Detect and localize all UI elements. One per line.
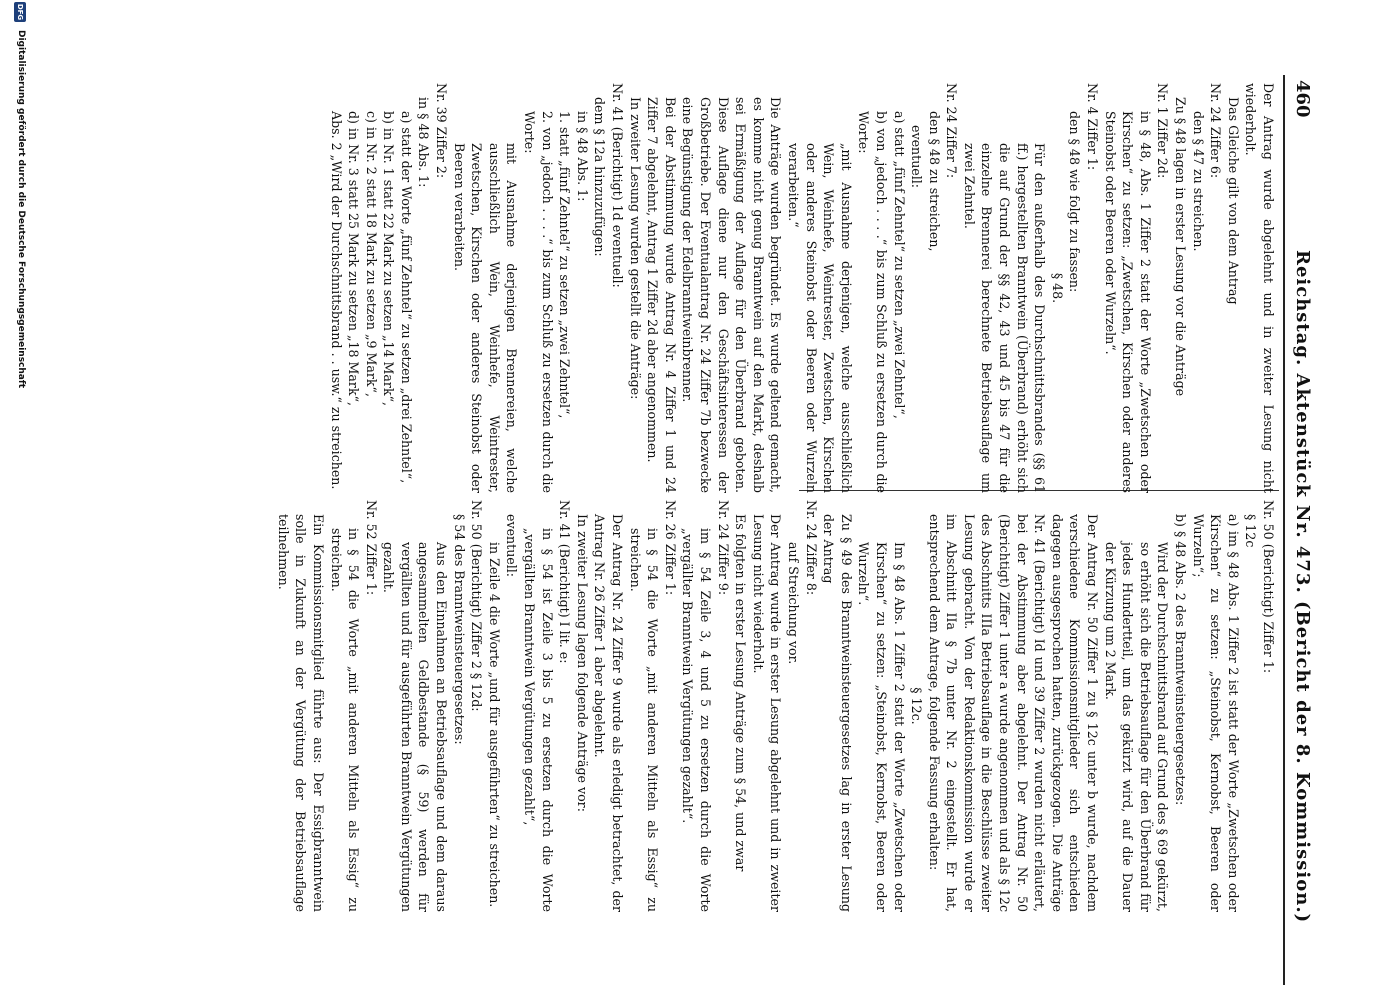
page-header [1287,80,1313,980]
page-title: Reichstag. Aktenstück Nr. 473. (Bericht der 8. Kommission.) [1292,250,1313,924]
paragraph: mit Ausnahme derjenigen Brennereien, welche ausschließlich Wein, Weinhefe, Weintrester, Zwetschen, Kirschen oder anderes Steinobst oder Beeren verarbeiten. [451,143,520,493]
header-rule [1283,75,1285,985]
footer [6,0,28,1000]
paragraph: eventuell: [909,125,925,189]
paragraph: den § 47 zu streichen. [1190,111,1206,252]
paragraph: Der Antrag wurde in erster Lesung abgelehnt und in zweiter Lesung nicht wiederholt. [750,514,784,912]
paragraph: Nr. 41 (Berichtigt) I lit. e: [557,500,573,664]
paragraph: Nr. 39 Ziffer 2: [434,83,450,179]
paragraph: Es folgten in erster Lesung Anträge zum § 54, und zwar [733,514,749,872]
paragraph: § 54 des Branntweinsteuergesetzes: [451,514,467,745]
paragraph: eventuell: [504,514,520,578]
paragraph: Im § 48 Abs. 1 Ziffer 2 statt der Worte „Zwetschen oder Kirschen“ zu setzen: „Steinobst, Kernobst, Beeren oder Wurzeln“. [856,542,907,912]
paragraph: dem § 12a hinzuzufügen: [592,97,608,257]
paragraph: Nr. 1 Ziffer 2d: [1155,83,1171,179]
paragraph: Nr. 41 (Berichtigt) 1d eventuell: [610,83,626,288]
paragraph: Das Gleiche gilt von dem Antrag [1225,97,1241,305]
paragraph: a) im § 48 Abs. 1 Ziffer 2 ist statt der Worte „Zwetschen oder Kirschen“ zu setzen: „Steinobst, Kernobst, Beeren oder Wurzeln“; [1190,514,1241,912]
paragraph: b) in Nr. 1 statt 22 Mark zu setzen „14 Mark“, [381,111,397,407]
paragraph: Abs. 2 „Wird der Durchschnittsbrand . . usw.“ zu streichen. [328,111,344,490]
paragraph: auf Streichung vor. [785,542,801,665]
paragraph: in § 48, Abs. 1 Ziffer 2 statt der Worte „Zwetschen oder Kirschen“ zu setzen: „Zwetschen, Kirschen oder anderes Steinobst oder Beeren oder Wurzeln“. [1102,111,1153,493]
paragraph: in § 54 ist Zeile 3 bis 5 zu ersetzen durch die Worte „vergällten Branntwein Vergütungen gezahlt“, [522,528,555,912]
paragraph: „mit Ausnahme derjenigen, welche ausschließlich Wein, Weinhefe, Weintrester, Zwetschen, Kirschen oder anderes Steinobst oder Beeren oder Wurzeln verarbeiten.“ [785,143,854,493]
paragraph: Für den außerhalb des Durchschnittsbrandes (§§ 61 ff.) hergestellten Branntwein (Überbrand) erhöht sich die auf Grund der §§ 42, 43 und 45 bis 47 für die einzelne Brennerei berechnete Betriebsauflage um zwei Zehntel. [961,143,1048,493]
paragraph: c) in Nr. 2 statt 18 Mark zu setzen „9 Mark“, [363,111,379,397]
paragraph: In zweiter Lesung lagen folgende Anträge vor: [574,514,590,812]
paragraph: Nr. 4 Ziffer 1: [1085,83,1101,171]
paragraph: in § 54 die Worte „mit anderen Mitteln als Essig“ zu streichen. [328,528,362,912]
paragraph: Nr. 24 Ziffer 7: [944,83,960,179]
right-column [97,500,1277,912]
paragraph: a) statt „fünf Zehntel“ zu setzen „zwei Zehntel“, [891,111,907,419]
paragraph: in Zeile 4 die Worte „und für ausgeführten“ zu streichen. [486,542,502,908]
paragraph: Aus den Einnahmen an Betriebsauflage und dem daraus angesammelten Geldbestande (§ 59) werden für vergällten und für ausgeführten Branntwein Vergütungen gezahlt. [381,542,450,912]
paragraph: Der Antrag Nr. 50 Ziffer 1 zu § 12c unter b wurde, nachdem verschiedene Kommissionsmitglieder sich entschieden dagegen ausgesprochen hatten, zurückgezogen. Die Anträge Nr. 41 (Berichtigt) Id und 39 Ziffer 2 wurden nicht erläutert, bei der Abstimmung aber abgelehnt. Der Antrag Nr. 50 (Berichtigt) Ziffer 1 unter a wurde angenommen und als § 12c des Abschnitts IIIa Betriebsauflage in die Beschlüsse zweiter Lesung gebracht. Von der Redaktionskommission wurde er im Abschnitt IIa § 7b unter Nr. 2 eingestellt. Er hat, entsprechend dem Antrage, folgende Fassung erhalten: [926,514,1101,912]
paragraph: Wird der Durchschnittsbrand auf Grund des § 69 gekürzt, so erhöht sich die Betriebsauflage für den Überbrand für jedes Hundertteil, um das gekürzt wird, auf die Dauer der Kürzung um 2 Mark. [1102,542,1171,912]
paragraph: im § 54 Zeile 3, 4 und 5 zu ersetzen durch die Worte „vergällter Branntwein Vergütungen gezahlt“. [680,528,713,912]
left-column [97,83,1277,493]
paragraph: § 12c. [909,687,925,725]
paragraph: Ein Kommissionsmitglied führte aus: Der Essigbranntwein solle in Zukunft an der Vergütung der Betriebsauflage teilnehmen. [275,514,326,912]
paragraph: § 48. [1049,272,1065,304]
paragraph: Nr. 24 Ziffer 9: [715,500,731,596]
paragraph: in § 54 die Worte „mit anderen Mitteln als Essig“ zu streichen. [627,528,661,912]
paragraph: Nr. 24 Ziffer 6: [1208,83,1224,179]
paragraph: 1. statt „fünf Zehntel“ zu setzen „zwei Zehntel“, [557,111,573,419]
paragraph: Der Antrag Nr. 24 Ziffer 9 wurde als erledigt betrachtet, der Antrag Nr. 26 Ziffer 1 aber abgelehnt. [592,514,626,912]
paragraph: den § 48 wie folgt zu fassen: [1067,111,1083,293]
paragraph: Die Anträge wurden begründet. Es wurde geltend gemacht, es komme nicht genug Branntwein auf den Markt, deshalb sei Ermäßigung der Auflage für den Überbrand geboten. Diese Auflage diene nur den Geschäftsinteressen der Großbetriebe. Der Eventualantrag Nr. 24 Ziffer 7b bezwecke eine Begünstigung der Edelbranntweinbrenner. [680,97,784,493]
paragraph: Bei der Abstimmung wurde Antrag Nr. 4 Ziffer 1 und 24 Ziffer 7 abgelehnt, Antrag 1 Ziffer 2d aber angenommen. [645,97,678,493]
paragraph: Nr. 50 (Berichtigt) Ziffer 2 § 12d: [469,500,485,712]
paragraph: den § 48 zu streichen, [926,111,942,252]
paragraph: Nr. 50 (Berichtigt) Ziffer 1: [1261,500,1276,674]
page-number: 460 [1292,80,1313,118]
paragraph: b) von „jedoch . . . .“ bis zum Schluß zu ersetzen durch die Worte: [856,111,889,493]
paragraph: Nr. 24 Ziffer 8: [803,500,819,596]
paragraph: Der Antrag wurde abgelehnt und in zweiter Lesung nicht wiederholt. [1243,83,1276,493]
paragraph: in § 48 Abs. 1: [416,97,432,188]
paragraph: a) statt der Worte „fünf Zehntel“ zu setzen „drei Zehntel“, [398,111,414,484]
paragraph: Nr. 26 Ziffer 1: [662,500,678,596]
paragraph: In zweiter Lesung wurden gestellt die Anträge: [627,97,643,400]
paragraph: Nr. 52 Ziffer 1: [363,500,379,596]
paragraph: Zu § 48 lagen in erster Lesung vor die Anträge [1173,97,1189,397]
paragraph: d) in Nr. 3 statt 25 Mark zu setzen „18 Mark“, [346,111,362,407]
paragraph: Zu § 49 des Branntweinsteuergesetzes lag in erster Lesung der Antrag [821,514,854,912]
dfg-logo: DFG [16,3,24,21]
paragraph: § 12c [1243,514,1259,548]
paragraph: in § 48 Abs. 1: [574,111,590,202]
paragraph: b) § 48 Abs. 2 des Branntweinsteuergesetzes: [1173,514,1189,806]
funding-note: Digitalisierung gefördert durch die Deutsche Forschungsgemeinschaft [16,30,26,389]
paragraph: 2. von „jedoch . . . .“ bis zum Schluß zu ersetzen durch die Worte: [522,111,555,493]
